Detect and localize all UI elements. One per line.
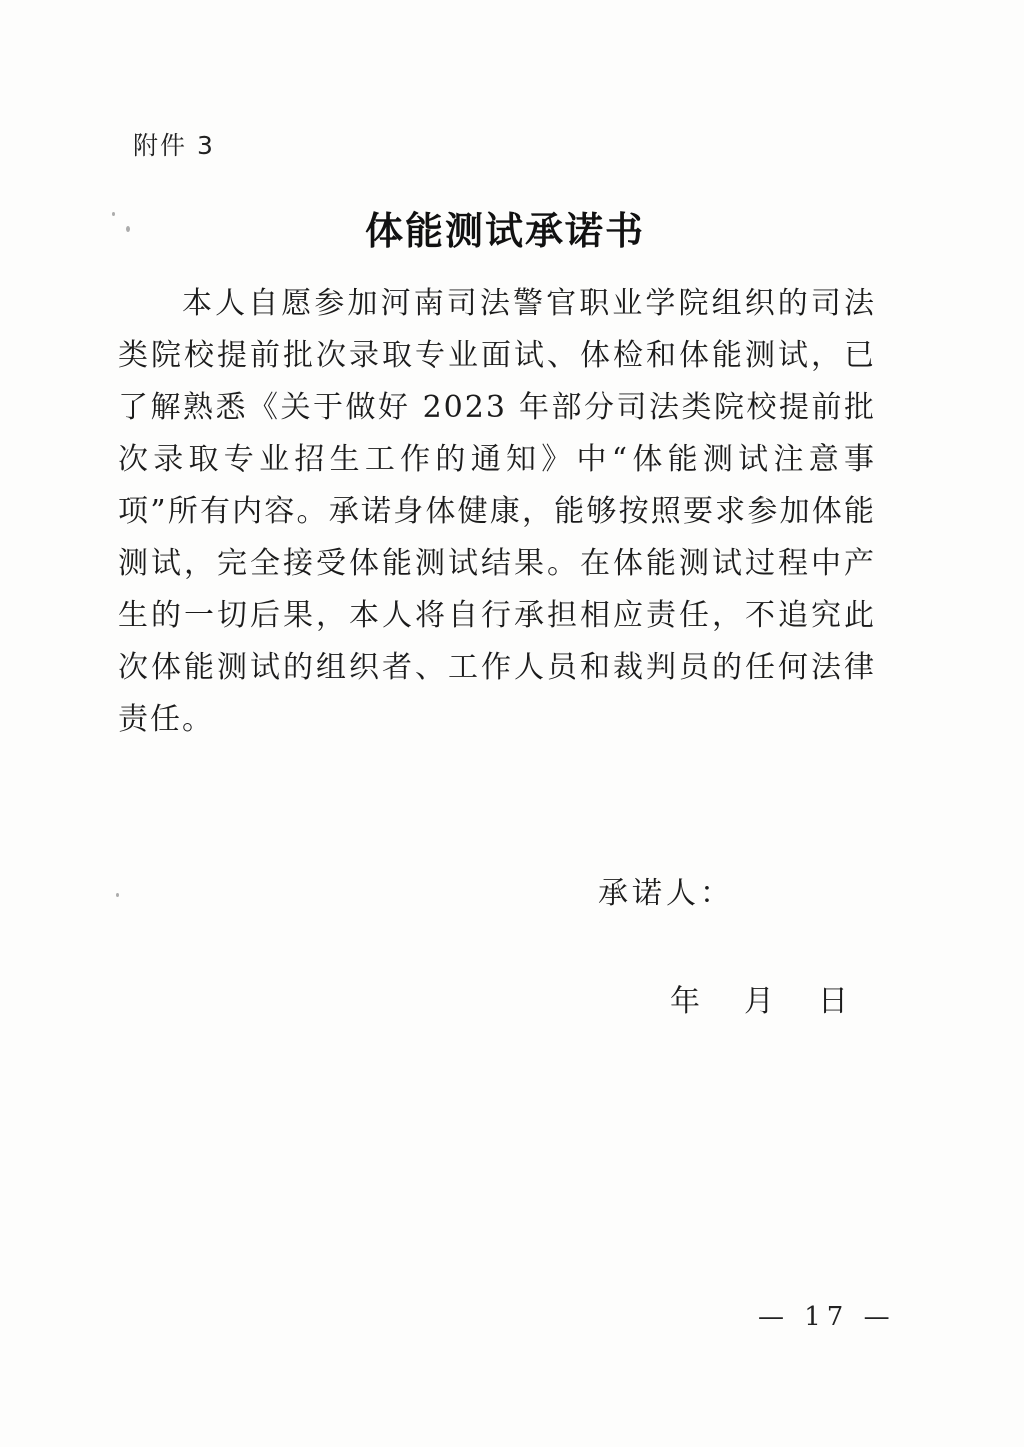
pledge-body-paragraph: 本人自愿参加河南司法警官职业学院组织的司法类院校提前批次录取专业面试、体检和体能测试，已了解熟悉《关于做好 2023 年部分司法类院校提前批次录取专业招生工作的通知》中“体能测试注意事项”所有内容。承诺身体健康，能够按照要求参加体能测试，完全接受体能测试结果。在体能测试过程中产生的一切后果，本人将自行承担相应责任，不追究此次体能测试的组织者、工作人员和裁判员的任何法律责任。 [118, 286, 876, 737]
date-year-label: 年 [670, 984, 700, 1019]
page-title: 体能测试承诺书 [364, 209, 645, 253]
signer-label: 承诺人： [598, 876, 734, 911]
date-day-label: 日 [818, 984, 848, 1019]
attachment-label: 附件 3 [133, 131, 215, 160]
scan-speck [116, 893, 119, 897]
date-month-label: 月 [744, 984, 774, 1019]
date-line [670, 976, 892, 1020]
page-number: — 17 — [758, 1302, 896, 1332]
